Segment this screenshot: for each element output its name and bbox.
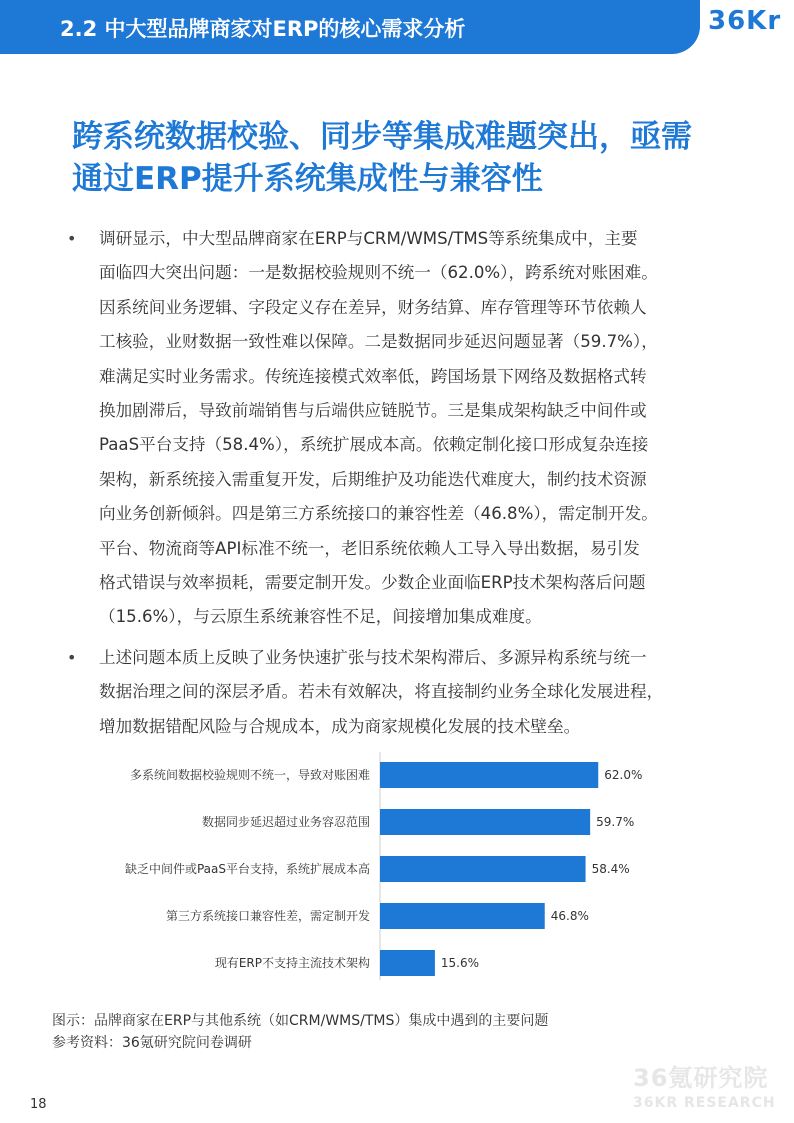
bullet-list: [67, 222, 727, 750]
text-line: 调研显示，中大型品牌商家在ERP与CRM/WMS/TMS等系统集成中，主要: [99, 229, 638, 248]
value-label: 59.7%: [596, 815, 635, 829]
text-line: PaaS平台支持（58.4%），系统扩展成本高。依赖定制化接口形成复杂连接: [99, 435, 649, 455]
category-label: 多系统间数据校验规则不统一，导致对账困难: [129, 768, 370, 782]
text-line: 格式错误与效率损耗，需要定制开发。少数企业面临ERP技术架构落后问题: [99, 573, 646, 593]
category-label: 第三方系统接口兼容性差，需定制开发: [165, 909, 370, 923]
bullet-icon: •: [67, 647, 77, 667]
text-line: 增加数据错配风险与合规成本，成为商家规模化发展的技术壁垒。: [99, 716, 581, 736]
value-label: 58.4%: [591, 862, 630, 876]
bar: [380, 856, 586, 882]
page-title: [72, 116, 752, 200]
text-line: （15.6%），与云原生系统兼容性不足，间接增加集成难度。: [99, 607, 542, 627]
bullet-icon: •: [67, 229, 77, 248]
category-label: 缺乏中间件或PaaS平台支持，系统扩展成本高: [124, 862, 370, 876]
watermark-line-1: 36氪研究院: [633, 1064, 769, 1092]
page-title-line-1: 跨系统数据校验、同步等集成难题突出，亟需: [72, 119, 692, 155]
section-title: 2.2 中大型品牌商家对ERP的核心需求分析: [60, 17, 466, 41]
bar: [380, 950, 435, 976]
bar: [380, 809, 590, 835]
text-line: 换加剧滞后，导致前端销售与后端供应链脱节。三是集成架构缺乏中间件或: [99, 401, 647, 421]
bullet-item-1: [67, 222, 727, 635]
bar: [380, 762, 598, 788]
value-label: 62.0%: [604, 768, 643, 782]
category-label: 数据同步延迟超过业务容忍范围: [201, 815, 370, 829]
text-line: 平台、物流商等API标准不统一，老旧系统依赖人工导入导出数据，易引发: [99, 538, 640, 558]
text-line: 向业务创新倾斜。四是第三方系统接口的兼容性差（46.8%），需定制开发。: [99, 504, 658, 524]
value-label: 15.6%: [440, 956, 480, 970]
text-line: 数据治理之间的深层矛盾。若未有效解决，将直接制约业务全球化发展进程，: [99, 682, 664, 702]
value-label: 46.8%: [550, 909, 589, 923]
bullet-item-2: [67, 641, 727, 744]
text-line: 上述问题本质上反映了业务快速扩张与技术架构滞后、多源异构系统与统一: [99, 647, 647, 667]
watermark: [633, 1058, 776, 1111]
caption-figure: 图示：品牌商家在ERP与其他系统（如CRM/WMS/TMS）集成中遇到的主要问题: [52, 1013, 549, 1029]
category-label: 现有ERP不支持主流技术架构: [214, 956, 370, 970]
bar: [380, 903, 545, 929]
text-line: 难满足实时业务需求。传统连接模式效率低，跨国场景下网络及数据格式转: [99, 366, 647, 386]
text-line: 面临四大突出问题：一是数据校验规则不统一（62.0%），跨系统对账困难。: [99, 263, 658, 283]
text-line: 因系统间业务逻辑、字段定义存在差异，财务结算、库存管理等环节依赖人: [99, 297, 647, 317]
figure-caption: [52, 1010, 548, 1054]
text-line: 工核验，业财数据一致性难以保障。二是数据同步延迟问题显著（59.7%），: [99, 332, 658, 352]
caption-source: 参考资料：36氪研究院问卷调研: [52, 1035, 252, 1051]
page-title-line-2: 通过ERP提升系统集成性与兼容性: [72, 161, 543, 197]
bar-chart: [40, 748, 760, 988]
text-line: 架构，新系统接入需重复开发，后期维护及功能迭代难度大，制约技术资源: [99, 469, 647, 489]
watermark-line-2: 36KR RESEARCH: [633, 1095, 776, 1111]
brand-logo: 36Kr: [708, 6, 782, 36]
page-number: 18: [30, 1097, 47, 1112]
